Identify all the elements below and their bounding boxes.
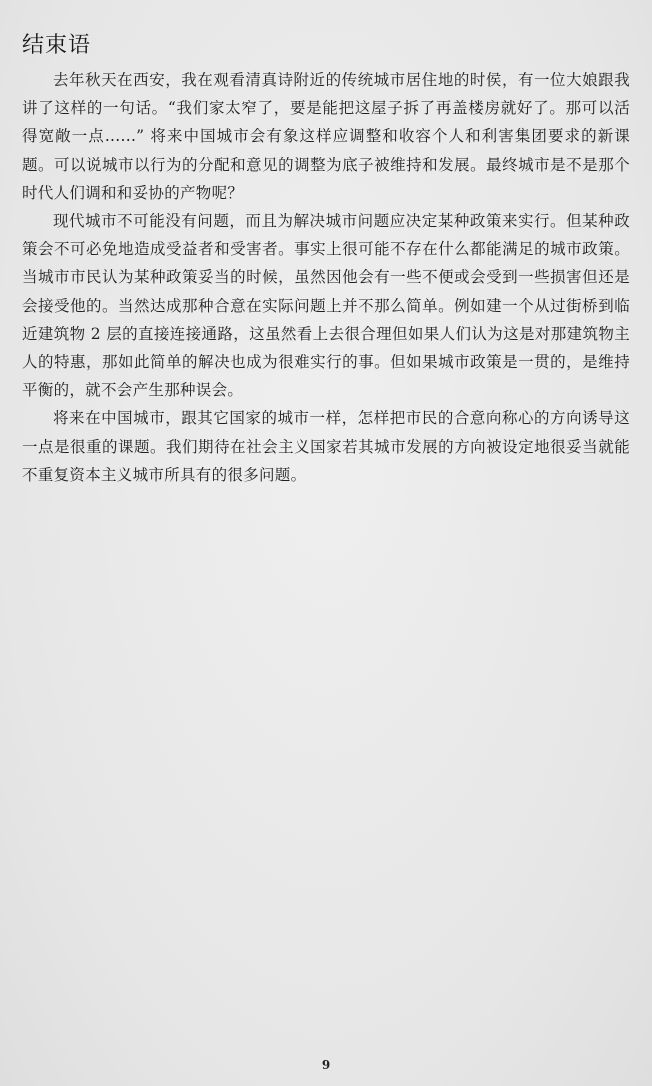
page-number: 9 bbox=[321, 1058, 331, 1072]
paragraph-3: 将来在中国城市，跟其它国家的城市一样，怎样把市民的合意向称心的方向诱导这一点是很重的课题。我们期待在社会主义国家若其城市发展的方向被设定地很妥当就能不重复资本主义城市所具有的很多问题。 bbox=[22, 409, 630, 484]
paragraph-1: 去年秋天在西安，我在观看清真诗附近的传统城市居住地的时侯，有一位大娘跟我讲了这样的一句话。“我们家太窄了，要是能把这屋子拆了再盖楼房就好了。那可以活得宽敞一点......” 将来中国城市会有象这样应调整和收容个人和利害集团要求的新课题。可以说城市以行为的分配和意见的调整为底子被维持和发展。最终城市是不是那个时代人们调和和妥协的产物呢？ bbox=[22, 71, 630, 202]
section-heading: 结束语 bbox=[22, 33, 92, 58]
body-text bbox=[22, 66, 630, 489]
paragraph-2: 现代城市不可能没有问题，而且为解决城市问题应决定某种政策来实行。但某种政策会不可必免地造成受益者和受害者。事实上很可能不存在什么都能满足的城市政策。当城市市民认为某种政策妥当的时候，虽然因他会有一些不便或会受到一些损害但还是会接受他的。当然达成那种合意在实际问题上并不那么简单。例如建一个从过街桥到临近建筑物 2 层的直接连接通路，这虽然看上去很合理但如果人们认为这是对那建筑物主人的特惠，那如此简单的解决也成为很难实行的事。但如果城市政策是一贯的，是维持平衡的，就不会产生那种误会。 bbox=[22, 212, 630, 400]
